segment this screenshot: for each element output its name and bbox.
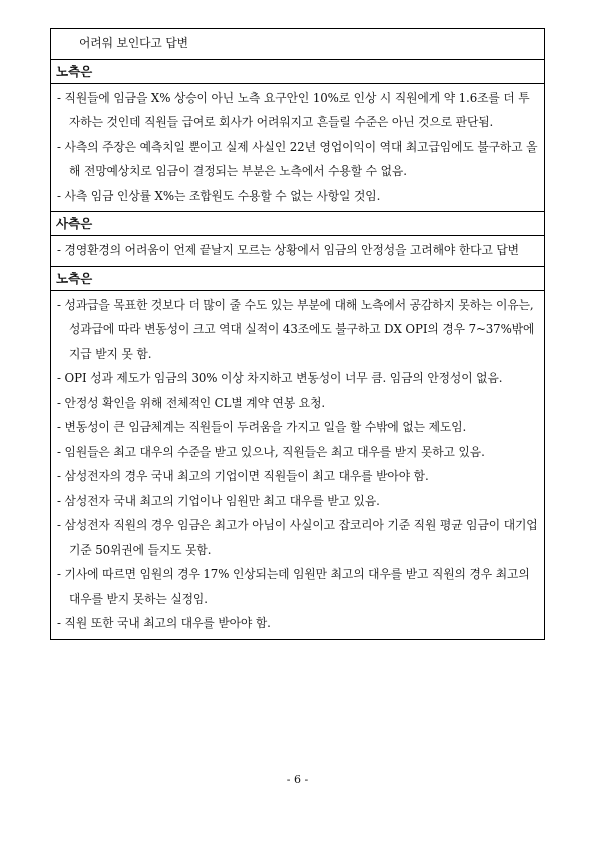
bullet-item: - OPI 성과 제도가 임금의 30% 이상 차지하고 변동성이 너무 큼. 임금의 안정성이 없음. bbox=[57, 371, 503, 385]
section-body bbox=[51, 84, 544, 213]
bullet-item: - 안정성 확인을 위해 전체적인 CL별 계약 연봉 요청. bbox=[57, 395, 326, 410]
section-header: 노측은 bbox=[51, 267, 544, 291]
bullet-item: - 직원들에 임금을 X% 상승이 아닌 노측 요구안인 10%로 인상 시 직원에게 약 1.6조를 더 투자하는 것인데 직원들 급여로 회사가 어려워지고 흔들릴 수준은 아닌 것으로 판단됨. bbox=[57, 90, 530, 129]
section-header: 노측은 bbox=[51, 60, 544, 84]
bullet-item: - 사측 임금 인상률 X%는 조합원도 수용할 수 없는 사항일 것임. bbox=[57, 188, 381, 203]
bullet-item: - 임원들은 최고 대우의 수준을 받고 있으나, 직원들은 최고 대우를 받지 못하고 있음. bbox=[57, 444, 485, 459]
section-body bbox=[51, 29, 544, 60]
bullet-item: - 삼성전자 국내 최고의 기업이나 임원만 최고 대우를 받고 있음. bbox=[57, 493, 380, 508]
minutes-table bbox=[50, 28, 545, 640]
bullet-item: - 삼성전자 직원의 경우 임금은 최고가 아님이 사실이고 잡코리아 기준 직원 평균 임금이 대기업 기준 50위권에 들지도 못함. bbox=[57, 518, 538, 557]
bullet-item: - 기사에 따르면 임원의 경우 17% 인상되는데 임원만 최고의 대우를 받고 직원의 경우 최고의 대우를 받지 못하는 실정임. bbox=[57, 567, 530, 606]
bullet-item: - 사측의 주장은 예측치일 뿐이고 실제 사실인 22년 영업이익이 역대 최고급임에도 불구하고 올해 전망예상치로 임금이 결정되는 부분은 노측에서 수용할 수 없음. bbox=[57, 139, 538, 178]
bullet-item: 어려워 보인다고 답변 bbox=[79, 36, 188, 50]
bullet-item: - 경영환경의 어려움이 언제 끝날지 모르는 상황에서 임금의 안정성을 고려해야 한다고 답변 bbox=[57, 243, 519, 257]
bullet-item: - 성과급을 목표한 것보다 더 많이 줄 수도 있는 부분에 대해 노측에서 공감하지 못하는 이유는, 성과급에 따라 변동성이 크고 역대 실적이 43조에도 불구하고 DX OPI의 경우 7~37%밖에 지급 받지 못 함. bbox=[57, 297, 535, 361]
bullet-item: - 변동성이 큰 임금체계는 직원들이 두려움을 가지고 일을 할 수밖에 없는 제도임. bbox=[57, 420, 467, 434]
bullet-item: - 직원 또한 국내 최고의 대우를 받아야 함. bbox=[57, 616, 271, 630]
section-body bbox=[51, 236, 544, 267]
page-number: - 6 - bbox=[286, 773, 309, 786]
section-body bbox=[51, 291, 544, 640]
section-header: 사측은 bbox=[51, 212, 544, 236]
bullet-item: - 삼성전자의 경우 국내 최고의 기업이면 직원들이 최고 대우를 받아야 함. bbox=[57, 469, 429, 483]
